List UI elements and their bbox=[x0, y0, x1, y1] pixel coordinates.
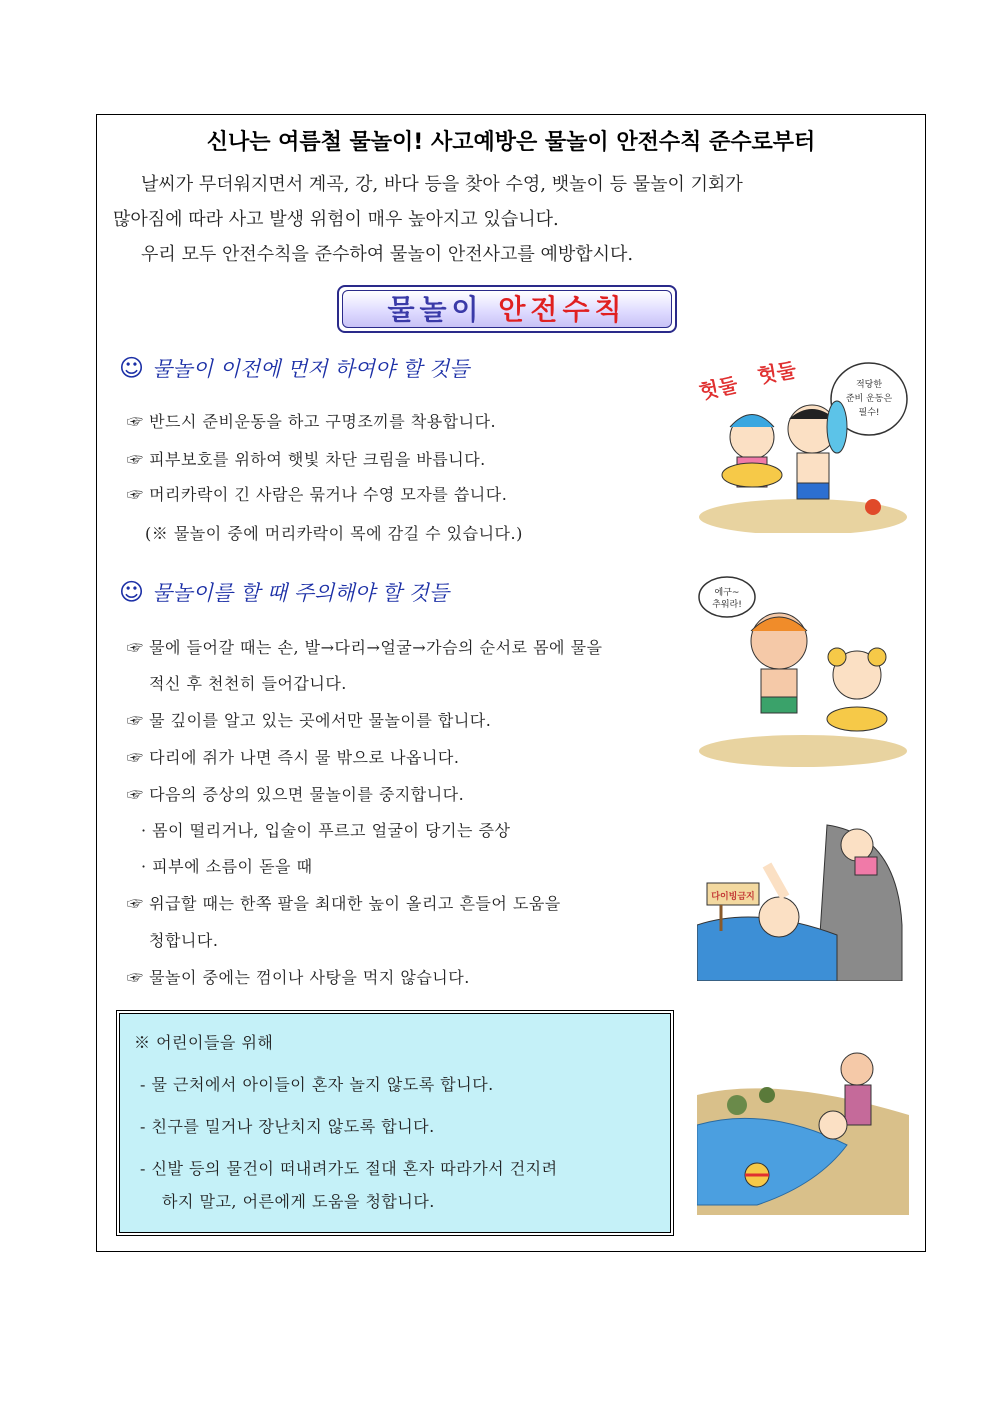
intro-line: 많아짐에 따라 사고 발생 위험이 매우 높아지고 있습니다. bbox=[113, 209, 559, 230]
note-item: - 물 근처에서 아이들이 혼자 놀지 않도록 합니다. bbox=[140, 1075, 494, 1094]
page-title: 신나는 여름철 물놀이! 사고예방은 물놀이 안전수칙 준수로부터 bbox=[206, 130, 816, 155]
riverside-illustration bbox=[697, 1035, 909, 1215]
list-item: ☞ 피부보호를 위하여 햇빛 차단 크림을 바릅니다. bbox=[127, 450, 486, 469]
list-item: ☞ 물에 들어갈 때는 손, 발→다리→얼굴→가슴의 순서로 몸에 물을 bbox=[127, 638, 603, 657]
bubble-line: 추워라! bbox=[712, 600, 742, 610]
intro-line: 우리 모두 안전수칙을 준수하여 물놀이 안전사고를 예방합시다. bbox=[141, 244, 634, 265]
list-subitem: · 몸이 떨리거나, 입술이 푸르고 얼굴이 당기는 증상 bbox=[141, 821, 511, 840]
intro-paragraph bbox=[113, 167, 907, 272]
list-item: ☞ 다음의 증상의 있으면 물놀이를 중지합니다. bbox=[127, 785, 465, 804]
note-item: - 친구를 밀거나 장난치지 않도록 합니다. bbox=[140, 1117, 435, 1136]
list-item: ☞ 반드시 준비운동을 하고 구명조끼를 착용합니다. bbox=[127, 412, 497, 431]
warmup-word2: 헛둘 bbox=[755, 357, 798, 388]
list-item: ☞ 머리카락이 긴 사람은 묶거나 수영 모자를 씁니다. bbox=[127, 485, 508, 504]
list-item: ☞ 위급할 때는 한쪽 팔을 최대한 높이 올리고 흔들어 도움을 bbox=[127, 894, 561, 913]
list-subitem: · 피부에 소름이 돋을 때 bbox=[141, 857, 313, 876]
bubble-line: 에구~ bbox=[714, 588, 740, 598]
section2-title: 물놀이를 할 때 주의해야 할 것들 bbox=[152, 581, 450, 605]
warmup-illustration bbox=[697, 357, 909, 533]
note-item-continued: 하지 말고, 어른에게 도움을 청합니다. bbox=[162, 1192, 435, 1211]
list-item: ☞ 물놀이 중에는 껌이나 사탕을 먹지 않습니다. bbox=[127, 968, 470, 987]
section1-title: 물놀이 이전에 먼저 하여야 할 것들 bbox=[152, 357, 470, 381]
list-item-continued: 적신 후 천천히 들어갑니다. bbox=[149, 674, 347, 693]
section1-heading bbox=[119, 353, 469, 383]
bubble-line: 준비 운동은 bbox=[845, 394, 893, 404]
smile-icon: ☺ bbox=[119, 354, 145, 382]
section2-heading bbox=[119, 577, 449, 607]
bubble-line: 필수! bbox=[858, 408, 880, 418]
cold-water-illustration bbox=[697, 571, 909, 767]
no-diving-sign-text: 다이빙금지 bbox=[711, 892, 755, 902]
banner-text-part1: 물놀이 bbox=[387, 293, 484, 326]
bubble-line: 적당한 bbox=[855, 380, 883, 390]
children-note-box bbox=[119, 1013, 671, 1233]
banner-text-part2: 안전수칙 bbox=[498, 293, 627, 326]
list-item-continued: 청합니다. bbox=[149, 931, 219, 950]
note-item: - 신발 등의 물건이 떠내려가도 절대 혼자 따라가서 건지려 bbox=[140, 1159, 558, 1178]
warmup-word1: 헛둘 bbox=[697, 372, 740, 404]
document-frame bbox=[96, 114, 926, 1252]
diving-illustration bbox=[697, 805, 909, 981]
note-heading: ※ 어린이들을 위해 bbox=[134, 1033, 274, 1052]
smile-icon: ☺ bbox=[119, 578, 145, 606]
list-item-note: (※ 물놀이 중에 머리카락이 목에 감길 수 있습니다.) bbox=[145, 524, 523, 543]
list-item: ☞ 물 깊이를 알고 있는 곳에서만 물놀이를 합니다. bbox=[127, 711, 492, 730]
intro-line: 날씨가 무더워지면서 계곡, 강, 바다 등을 찾아 수영, 뱃놀이 등 물놀이 기회가 bbox=[141, 174, 743, 195]
safety-rules-banner bbox=[337, 285, 677, 333]
list-item: ☞ 다리에 쥐가 나면 즉시 물 밖으로 나옵니다. bbox=[127, 748, 460, 767]
